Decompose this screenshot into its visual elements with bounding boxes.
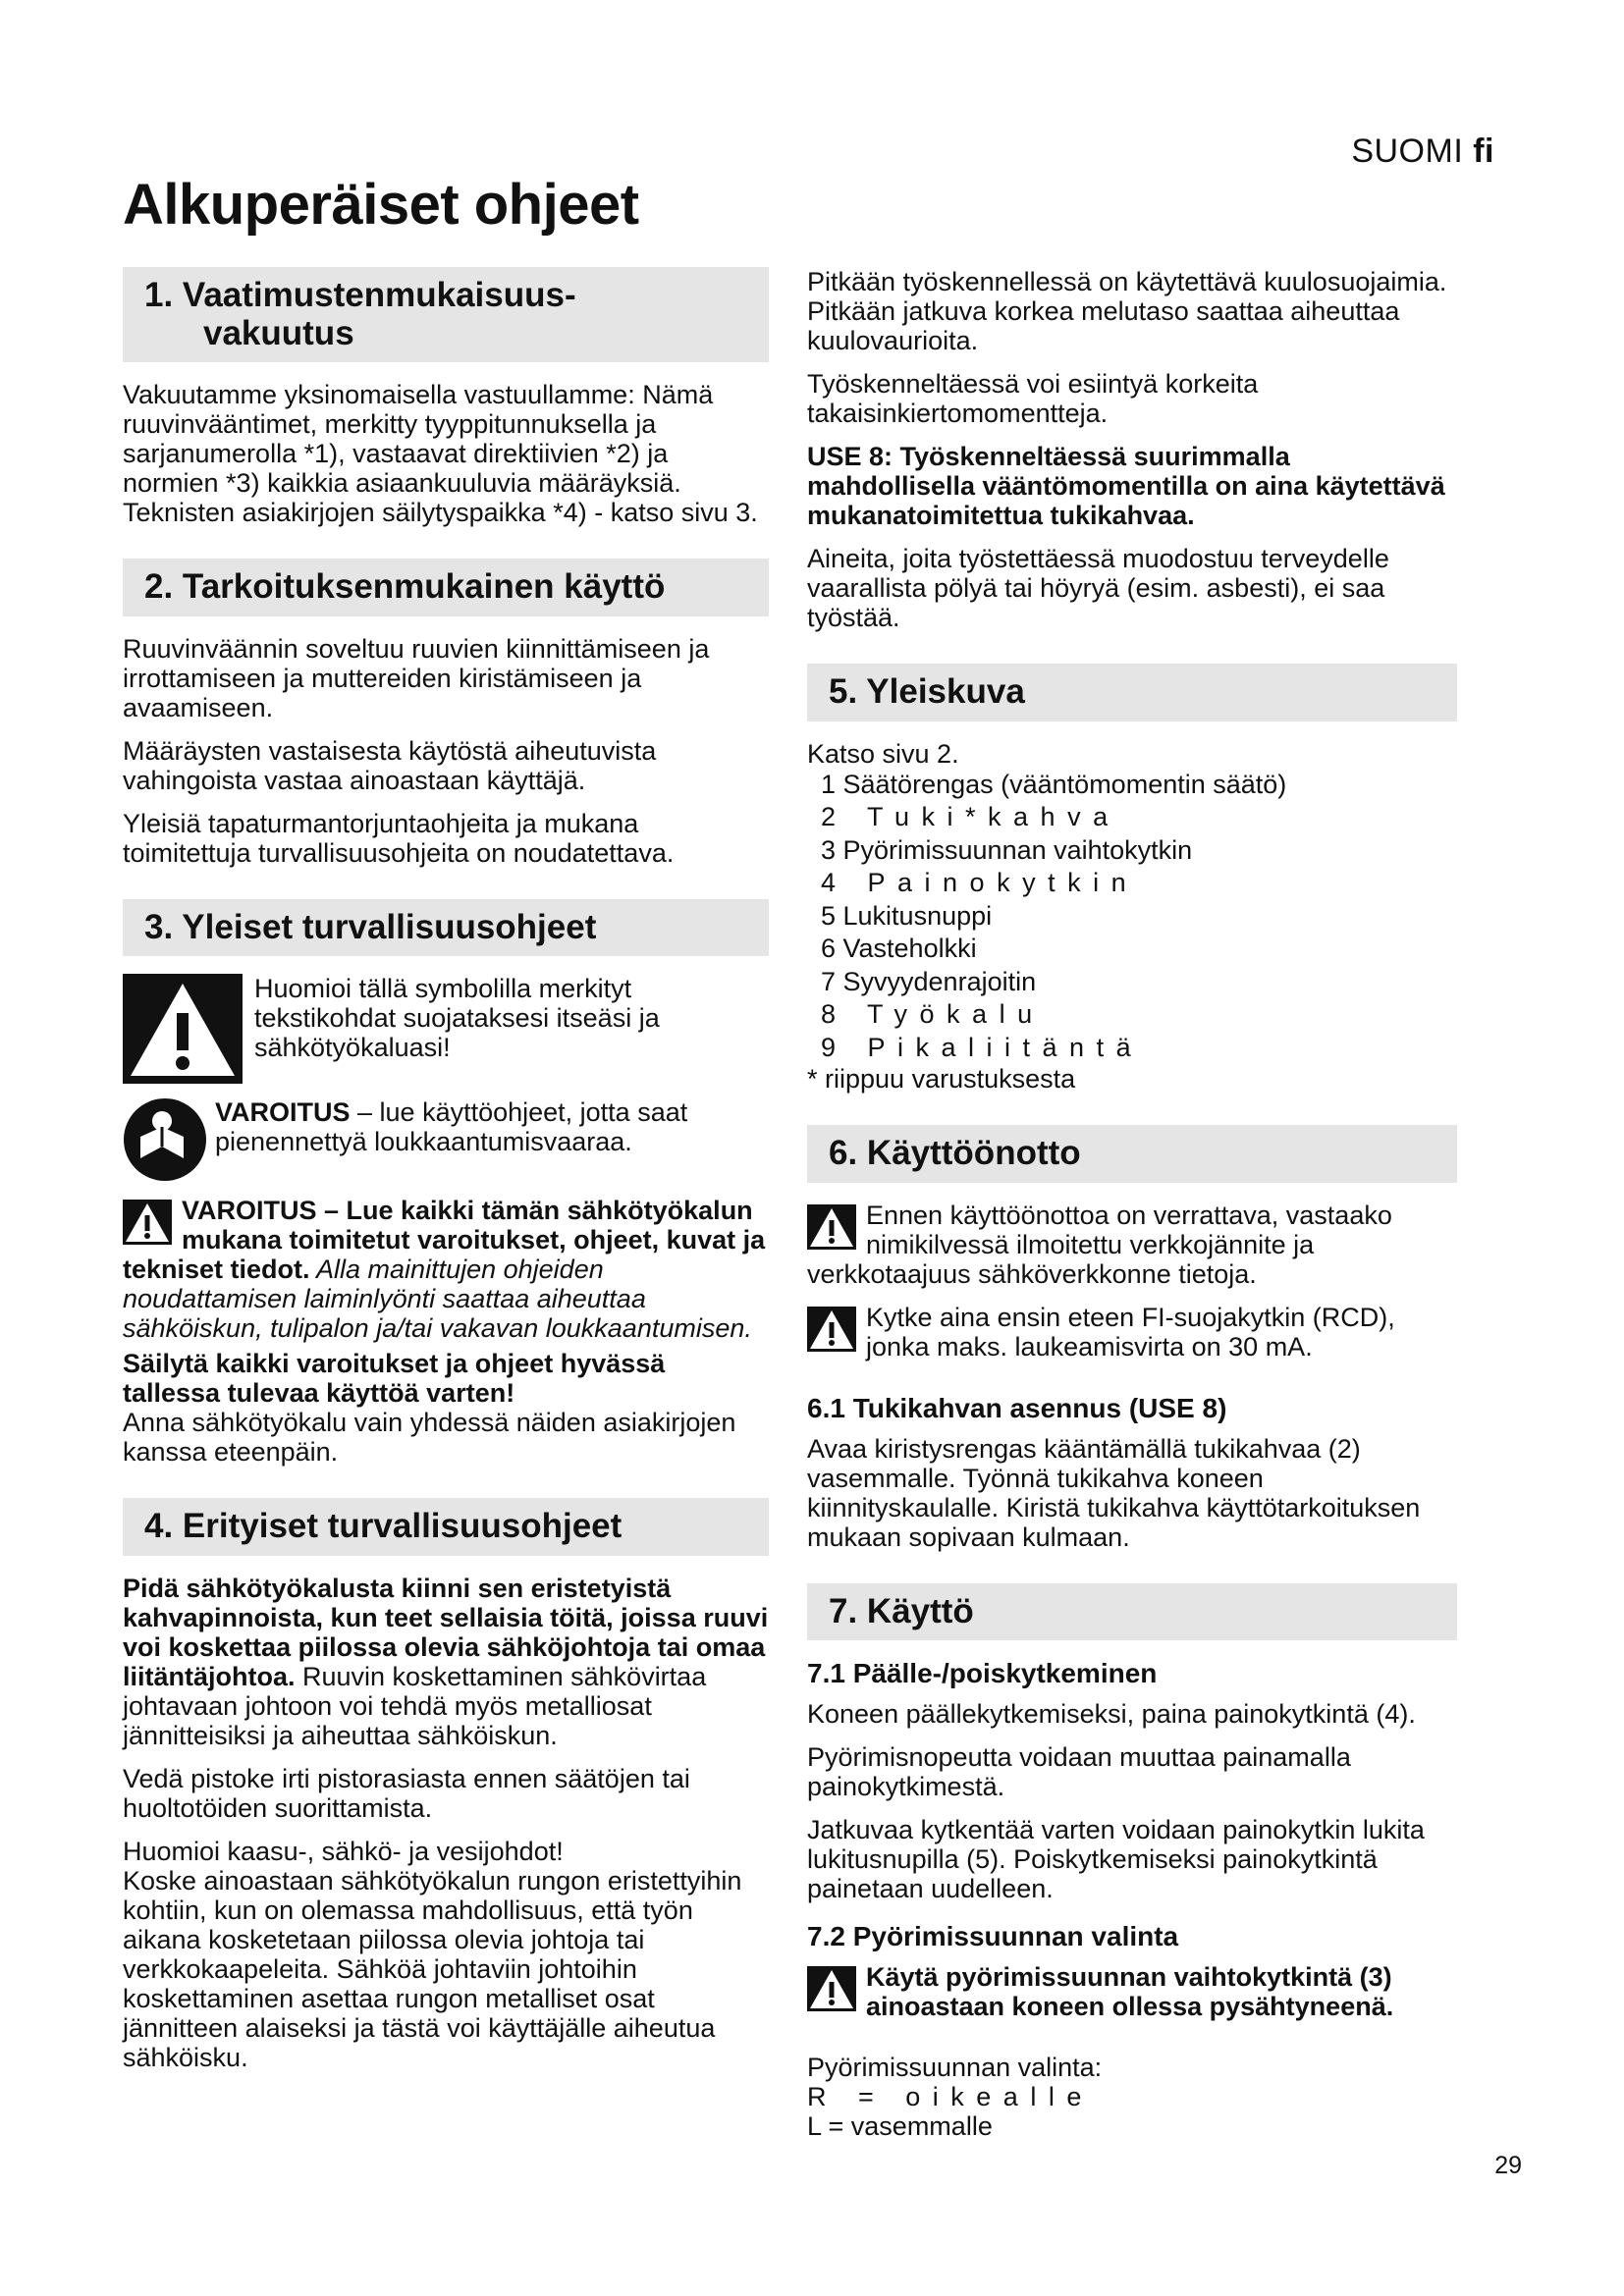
section-5-intro: Katso sivu 2. (807, 738, 959, 769)
section-2-heading: 2. Tarkoituksenmukainen käyttö (123, 559, 769, 616)
section-7-2-heading: 7.2 Pyörimissuunnan valinta (807, 1921, 1179, 1951)
section-4-text-1-bold: Pidä sähkötyökalusta kiinni sen eristetyistä kahvapinnoista, kun teet sellaisia töitä, joissa ruuvi voi koskettaa piilossa olevia sähköjohtoja tai omaa liitäntäjohtoa. (123, 1573, 769, 1691)
list-item: 3 Pyörimissuunnan vaihtokytkin (821, 834, 1193, 865)
warning-note-text: Huomioi tällä symbolilla merkityt tekstikohdat suojataksesi itseäsi ja sähkötyökaluasi! (254, 974, 660, 1062)
direction-intro: Pyörimissuunnan valinta: (807, 2053, 1103, 2082)
general-warning-italic: Alla mainittujen ohjeiden noudattamisen laiminlyönti saattaa aiheuttaa sähköiskun, tulipalon ja/tai vakavan loukkaantumisen. (123, 1255, 752, 1343)
keep-instructions-bold: Säilytä kaikki varoitukset ja ohjeet hyvässä tallessa tulevaa käyttöä varten! (123, 1349, 666, 1408)
general-warning-bold: VAROITUS – Lue kaikki tämän sähkötyökalun mukana toimitetut varoitukset, ohjeet, kuvat ja tekniset tiedot. (123, 1196, 766, 1284)
lang-name: SUOMI (1351, 133, 1464, 170)
section-6-heading: 6. Käyttöönotto (807, 1125, 1457, 1183)
direction-warning-text: Käytä pyörimissuunnan vaihtokytkintä (3) ainoastaan koneen ollessa pysähtyneenä. (866, 1962, 1394, 2021)
section-7-1-text-3: Jatkuvaa kytkentää varten voidaan painokytkin lukita lukitusnupilla (5). Poiskytkemiseksi painokytkintä painetaan uudelleen. (807, 1815, 1425, 1903)
voltage-warning-text: Ennen käyttöönottoa on verrattava, vastaako nimikilvessä ilmoitettu verkkojännite ja verkkotaajuus sähköverkkonne tietoja. (807, 1200, 1392, 1289)
varoitus-label: VAROITUS (215, 1097, 351, 1127)
rcd-warning (807, 1303, 1457, 1375)
list-item: 4 Painokytkin (821, 868, 1139, 897)
torque-reaction-text: Työskenneltäessä voi esiintyä korkeita takaisinkiertomomentteja. (807, 369, 1259, 428)
general-warning (123, 1196, 769, 1349)
section-1-heading (123, 267, 769, 362)
section-3-heading: 3. Yleiset turvallisuusohjeet (123, 899, 769, 957)
voltage-warning (807, 1201, 1457, 1303)
parts-list (821, 769, 1457, 1065)
list-item: 6 Vasteholkki (821, 934, 977, 963)
direction-right: R = oikealle (807, 2082, 1094, 2111)
section-7-1-text-1: Koneen päällekytkemiseksi, paina painokytkintä (4). (807, 1699, 1416, 1729)
section-1-heading-line1: 1. Vaatimustenmukaisuus- (144, 276, 576, 314)
direction-warning (807, 1962, 1457, 2035)
section-7-heading: 7. Käyttö (807, 1583, 1457, 1641)
read-manual-icon (123, 1097, 207, 1182)
section-6-1-text: Avaa kiristysrengas kääntämällä tukikahvaa (2) vasemmalle. Työnnä tukikahva koneen kiinnityskaulalle. Kiristä tukikahva käyttötarkoituksen mukaan sopivaan kulmaan. (807, 1433, 1421, 1552)
list-item: 5 Lukitusnuppi (821, 900, 993, 931)
section-1-text: Vakuutamme yksinomaisella vastuullamme: Nämä ruuvinvääntimet, merkitty tyyppitunnuksella ja sarjanumerolla *1), vastaavat direktiivien *2) ja normien *3) kaikkia asiaankuuluvia määräyksiä. Teknisten asiakirjojen säilytyspaikka *4) - katso sivu 3. (123, 380, 758, 527)
use8-support-handle-text: USE 8: Työskenneltäessä suurimmalla mahdollisella vääntömomentilla on aina käytettävä mukanatoimitettua tukikahvaa. (807, 442, 1445, 530)
page-number: 29 (1494, 2152, 1522, 2179)
varoitus-text: – lue käyttöohjeet, jotta saat pienennettyä loukkaantumisvaaraa. (215, 1097, 688, 1156)
section-1-heading-line2: vakuutus (203, 313, 354, 352)
page-title: Alkuperäiset ohjeet (123, 173, 639, 237)
hearing-protection-text: Pitkään työskennellessä on käytettävä kuulosuojaimia. Pitkään jatkuva korkea melutaso saattaa aiheuttaa kuulovaurioita. (807, 267, 1447, 355)
list-item: 8 Työkalu (821, 999, 1045, 1029)
section-4-text-3a: Huomioi kaasu-, sähkö- ja vesijohdot! (123, 1836, 564, 1866)
hazardous-dust-text: Aineita, joita työstettäessä muodostuu terveydelle vaarallista pölyä tai höyryä (esim. asbesti), ei saa työstää. (807, 544, 1389, 632)
warning-note (123, 974, 769, 1084)
warning-small-icon (807, 1204, 856, 1250)
section-4-heading: 4. Erityiset turvallisuusohjeet (123, 1498, 769, 1556)
keep-instructions-text: Anna sähkötyökalu vain yhdessä näiden asiakirjojen kanssa eteenpäin. (123, 1408, 736, 1467)
list-item: 1 Säätörengas (vääntömomentin säätö) (821, 769, 1287, 799)
language-label (1351, 133, 1494, 171)
section-4-text-1: Ruuvin koskettaminen sähkövirtaa johtavaan johtoon voi tehdä myös metalliosat jännitteisiksi ja aiheuttaa sähköiskun. (123, 1661, 707, 1750)
section-7-1-heading: 7.1 Päälle-/poiskytkeminen (807, 1658, 1158, 1688)
parts-footnote: * riippuu varustuksesta (807, 1064, 1076, 1094)
left-column (123, 267, 769, 2086)
warning-small-icon (123, 1200, 172, 1245)
read-manual-warning (123, 1097, 769, 1182)
section-4-text-2: Vedä pistoke irti pistorasiasta ennen säätöjen tai huoltotöiden suorittamista. (123, 1763, 690, 1823)
section-2-text-1: Ruuvinväännin soveltuu ruuvien kiinnittämiseen ja irrottamiseen ja muttereiden kiristämiseen ja avaamiseen. (123, 633, 710, 722)
warning-small-icon (807, 1966, 856, 2011)
lang-code: fi (1473, 133, 1494, 170)
list-item: 9 Pikaliitäntä (821, 1032, 1144, 1062)
direction-left: L = vasemmalle (807, 2111, 993, 2141)
list-item: 7 Syvyydenrajoitin (821, 966, 1037, 996)
section-5-heading: 5. Yleiskuva (807, 664, 1457, 721)
section-4-text-3b: Koske ainoastaan sähkötyökalun rungon eristettyihin kohtiin, kun on olemassa mahdollisuus, että työn aikana kosketetaan piilossa olevia johtoja tai verkkokaapeleita. Sähköä johtaviin johtoihin koskettaminen asettaa rungon metalliset osat jännitteen alaiseksi ja tästä voi käyttäjälle aiheutua sähköisku. (123, 1865, 742, 2072)
rcd-warning-text: Kytke aina ensin eteen FI-suojakytkin (RCD), jonka maks. laukeamisvirta on 30 mA. (866, 1302, 1395, 1362)
section-6-1-heading: 6.1 Tukikahvan asennus (USE 8) (807, 1392, 1227, 1423)
warning-small-icon (807, 1307, 856, 1352)
right-column (807, 267, 1457, 2141)
section-2-text-2: Määräysten vastaisesta käytöstä aiheutuvista vahingoista vastaa ainoastaan käyttäjä. (123, 735, 657, 795)
section-2-text-3: Yleisiä tapaturmantorjuntaohjeita ja mukana toimitettuja turvallisuusohjeita on noudatettava. (123, 808, 675, 868)
list-item: 2 Tuki*kahva (821, 802, 1120, 831)
warning-triangle-icon (123, 974, 243, 1084)
section-7-1-text-2: Pyörimisnopeutta voidaan muuttaa painamalla painokytkimestä. (807, 1742, 1351, 1801)
